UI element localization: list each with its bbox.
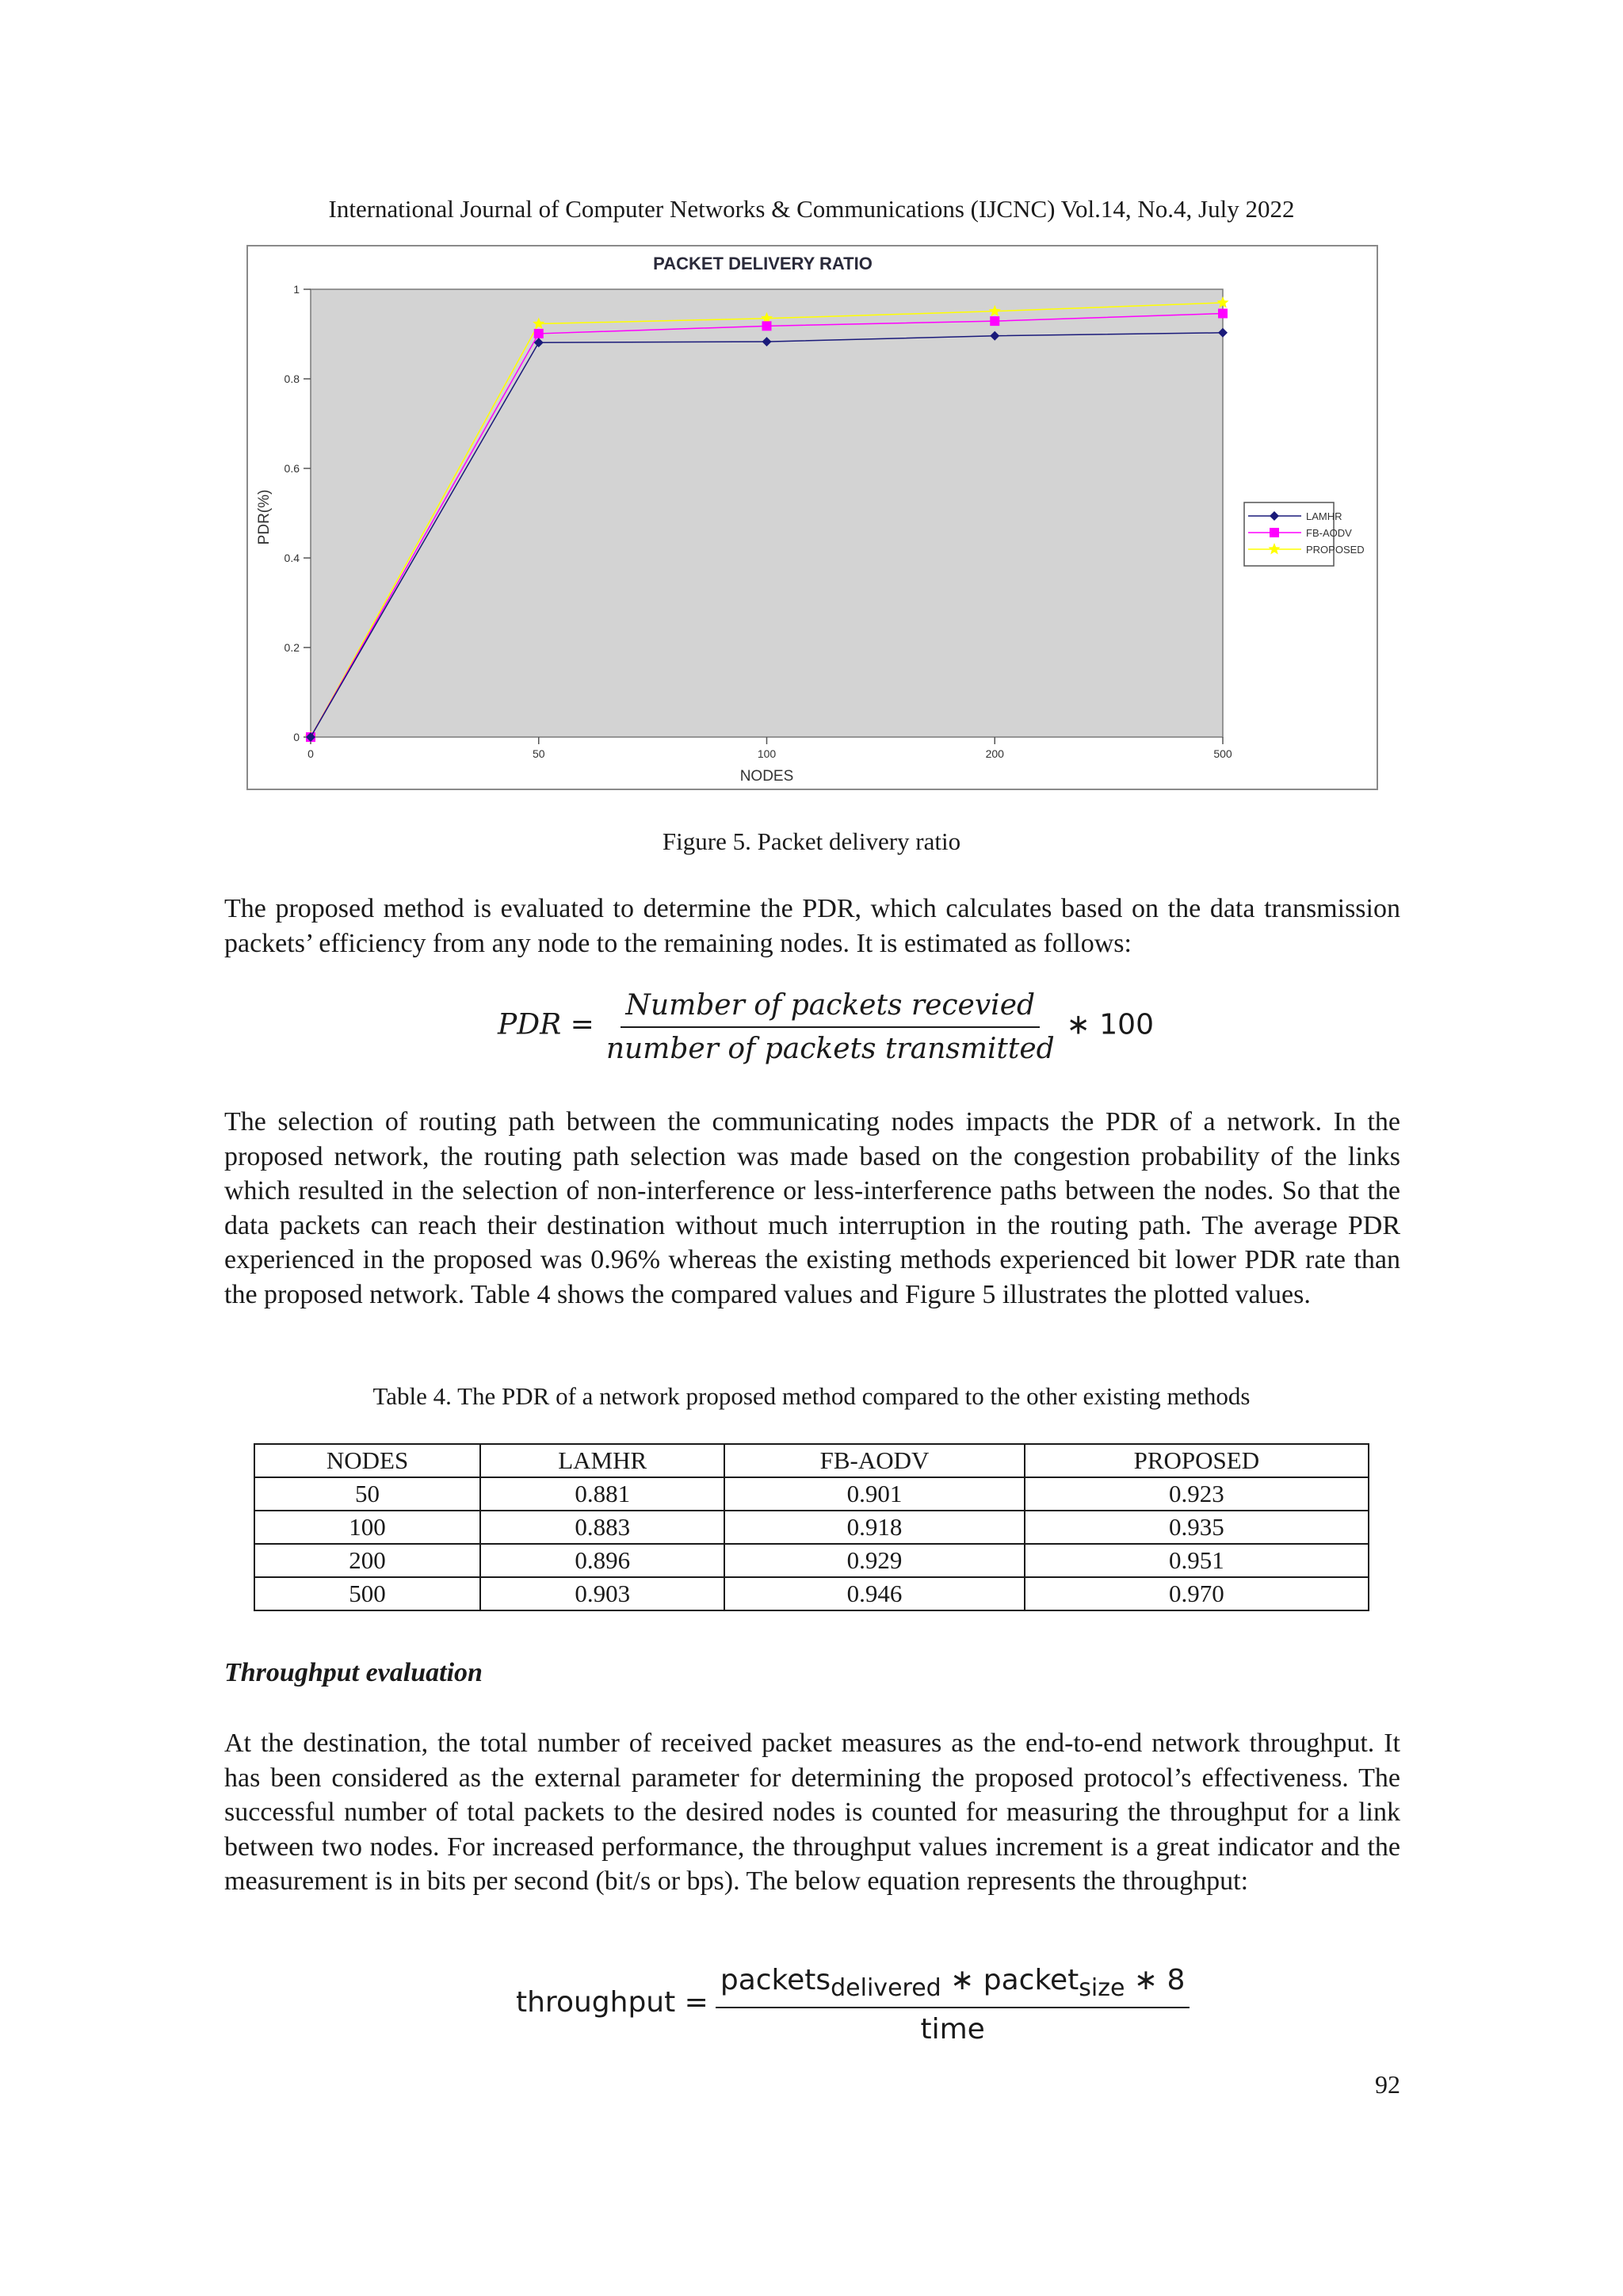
x-tick-label: 0 (307, 747, 314, 760)
eq-term-eight: ∗ 8 (1125, 1964, 1186, 1996)
y-tick-label: 1 (293, 283, 300, 296)
legend-label-fb-aodv: FB-AODV (1306, 527, 1352, 539)
table-cell: 0.970 (1025, 1577, 1369, 1610)
table-cell: 500 (254, 1577, 480, 1610)
equation-throughput-denominator: time (920, 2013, 985, 2046)
equation-pdr (498, 989, 1154, 1065)
y-tick-label: 0 (293, 731, 300, 743)
equation-pdr-fraction (601, 989, 1060, 1065)
table-cell: 0.901 (724, 1477, 1024, 1511)
table-header-cell: LAMHR (480, 1444, 724, 1477)
point-fb-aodv (990, 316, 999, 326)
page-number: 92 (1375, 2070, 1400, 2099)
table-row (254, 1511, 1369, 1544)
table-header-cell: NODES (254, 1444, 480, 1477)
table-cell: 0.935 (1025, 1511, 1369, 1544)
equation-pdr-rhs: ∗ 100 (1066, 1008, 1154, 1041)
table-caption: Table 4. The PDR of a network proposed method compared to the other existing methods (372, 1382, 1251, 1410)
y-tick-label: 0.6 (284, 462, 300, 475)
table-cell: 200 (254, 1544, 480, 1577)
table-cell: 0.923 (1025, 1477, 1369, 1511)
y-tick-label: 0.4 (284, 552, 300, 564)
table-cell: 0.951 (1025, 1544, 1369, 1577)
point-fb-aodv (762, 321, 772, 330)
table-cell: 0.883 (480, 1511, 724, 1544)
figure-caption: Figure 5. Packet delivery ratio (662, 827, 961, 855)
y-tick-label: 0.8 (284, 372, 300, 385)
table-cell: 0.918 (724, 1511, 1024, 1544)
chart-figure (246, 245, 1378, 790)
legend-label-lamhr: LAMHR (1306, 510, 1342, 522)
y-axis-label: PDR(%) (256, 489, 273, 545)
table-cell: 0.903 (480, 1577, 724, 1610)
table-row (254, 1577, 1369, 1610)
equation-throughput-lhs: throughput = (516, 1985, 708, 2019)
table-cell: 100 (254, 1511, 480, 1544)
paragraph-pdr-discussion: The selection of routing path between the communicating nodes impacts the PDR of a network. In the proposed network, the routing path selection was made based on the congestion probability of the links which resulted in the selection of non-interference or less-interference paths between the nodes. So that the data packets can reach their destination without much interruption in the routing path. The average PDR experienced in the proposed was 0.96% whereas the existing methods experienced bit lower PDR rate than the proposed network. Table 4 shows the compared values and Figure 5 illustrates the plotted values. (224, 1107, 1400, 1309)
equation-throughput (516, 1964, 1190, 2046)
eq-term-packet: ∗ packet (941, 1964, 1079, 1996)
equation-throughput-fraction (716, 1964, 1190, 2046)
equation-pdr-numerator: Number of packets recevied (621, 989, 1040, 1028)
legend-marker-fb-aodv (1270, 528, 1279, 537)
pdr-line-chart (248, 246, 1377, 789)
x-tick-label: 50 (532, 747, 545, 760)
paragraph-pdr-intro: The proposed method is evaluated to determine the PDR, which calculates based on the data transmission packets’ efficiency from any node to the remaining nodes. It is estimated as follows: (224, 894, 1400, 958)
x-tick-label: 100 (757, 747, 777, 760)
table-row (254, 1544, 1369, 1577)
paragraph-throughput: At the destination, the total number of received packet measures as the end-to-end network throughput. It has been considered as the external parameter for determining the proposed protocol’s effectiveness. The successful number of total packets to the desired nodes is counted for measuring the throughput for a link between two nodes. For increased performance, the throughput values increment is a great indicator and the measurement is in bits per second (bit/s or bps). The below equation represents the throughput: (224, 1729, 1400, 1896)
point-fb-aodv (534, 329, 544, 338)
table-header-cell: PROPOSED (1025, 1444, 1369, 1477)
eq-sub-size: size (1079, 1974, 1125, 2003)
equation-pdr-denominator: number of packets transmitted (605, 1033, 1055, 1065)
table-header-cell: FB-AODV (724, 1444, 1024, 1477)
chart-title: PACKET DELIVERY RATIO (653, 254, 873, 273)
equation-throughput-numerator (716, 1964, 1190, 2008)
table-header-row (254, 1444, 1369, 1477)
journal-header: International Journal of Computer Networks & Communications (IJCNC) Vol.14, No.4, July 2022 (328, 195, 1295, 223)
plot-area (311, 289, 1223, 737)
x-axis-label: NODES (739, 768, 794, 785)
x-tick-label: 500 (1213, 747, 1232, 760)
table-cell: 50 (254, 1477, 480, 1511)
equation-pdr-lhs: PDR = (498, 1008, 594, 1041)
pdr-comparison-table (254, 1443, 1369, 1611)
section-heading: Throughput evaluation (224, 1658, 483, 1687)
x-tick-label: 200 (985, 747, 1004, 760)
legend-label-proposed: PROPOSED (1306, 544, 1365, 556)
table-row (254, 1477, 1369, 1511)
table-cell: 0.896 (480, 1544, 724, 1577)
eq-term-packets: packets (720, 1964, 831, 1996)
y-tick-label: 0.2 (284, 641, 300, 654)
point-fb-aodv (1218, 309, 1228, 319)
eq-sub-delivered: delivered (831, 1974, 941, 2003)
table-cell: 0.946 (724, 1577, 1024, 1610)
table-cell: 0.881 (480, 1477, 724, 1511)
table-cell: 0.929 (724, 1544, 1024, 1577)
